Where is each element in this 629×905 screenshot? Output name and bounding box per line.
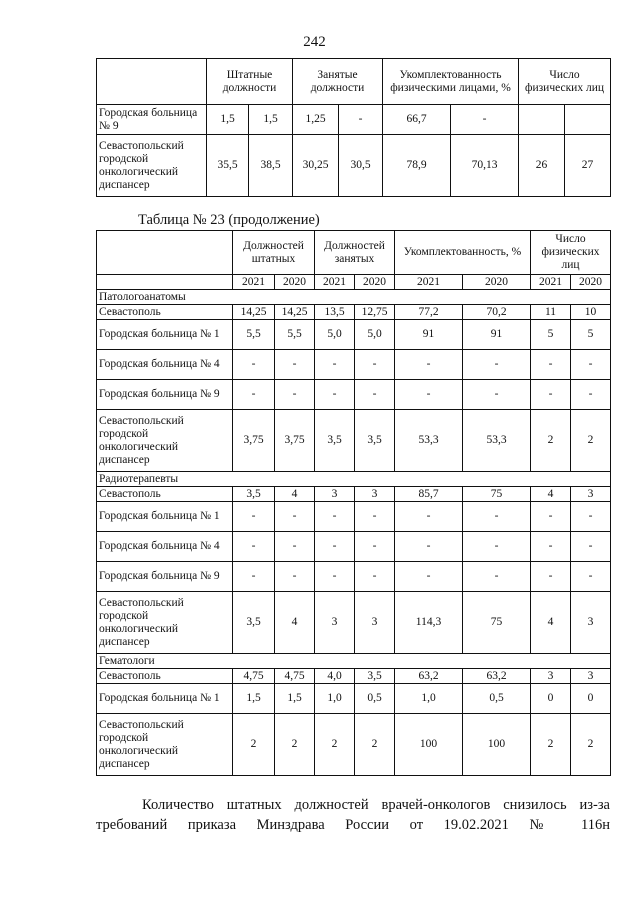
- table-cell: 5,0: [315, 320, 355, 350]
- table-cell: -: [275, 502, 315, 532]
- table-cell: -: [315, 502, 355, 532]
- year-cell: 2021: [315, 275, 355, 290]
- table-cell: 30,25: [293, 135, 339, 197]
- table-cell: 4: [275, 592, 315, 654]
- table-cell: [519, 105, 565, 135]
- table-cell: 66,7: [383, 105, 451, 135]
- section-row: [97, 654, 611, 669]
- header-staffing: Укомплектованность, %: [395, 231, 531, 275]
- table-cell: 1,5: [207, 105, 249, 135]
- table-cell: -: [463, 380, 531, 410]
- table-cell: 14,25: [275, 305, 315, 320]
- table-cell: 3: [531, 669, 571, 684]
- row-label: Севастопольский городской онкологический диспансер: [97, 135, 207, 197]
- table-cell: 91: [395, 320, 463, 350]
- table-cell: 3: [355, 592, 395, 654]
- table-caption: Таблица № 23 (продолжение): [138, 212, 320, 228]
- table-cell: 1,25: [293, 105, 339, 135]
- table-cell: -: [355, 532, 395, 562]
- table-cell: 38,5: [249, 135, 293, 197]
- table-cell: 100: [395, 714, 463, 776]
- table-cell: -: [339, 105, 383, 135]
- header-persons: Число физических лиц: [531, 231, 611, 275]
- table-cell: -: [463, 532, 531, 562]
- row-label: Городская больница № 1: [97, 502, 233, 532]
- table-cell: -: [571, 502, 611, 532]
- table-cell: 35,5: [207, 135, 249, 197]
- table-cell: 3: [571, 592, 611, 654]
- table-cell: 78,9: [383, 135, 451, 197]
- table-cell: 91: [463, 320, 531, 350]
- table-cell: 3: [571, 669, 611, 684]
- section-title: Патологоанатомы: [97, 290, 611, 305]
- table-cell: 2: [355, 714, 395, 776]
- table-cell: -: [233, 380, 275, 410]
- header-empty: [97, 59, 207, 105]
- table-cell: 2: [233, 714, 275, 776]
- table-cell: 3,5: [233, 487, 275, 502]
- table-cell: 2: [315, 714, 355, 776]
- table-cell: 53,3: [395, 410, 463, 472]
- body-paragraph: [96, 795, 610, 835]
- table-cell: 3,5: [315, 410, 355, 472]
- table-cell: 30,5: [339, 135, 383, 197]
- table-cell: 11: [531, 305, 571, 320]
- table-cell: -: [395, 502, 463, 532]
- table-cell: -: [275, 380, 315, 410]
- table-cell: -: [451, 105, 519, 135]
- table-cell: 1,0: [315, 684, 355, 714]
- table-cell: 3,5: [355, 410, 395, 472]
- year-cell: 2020: [571, 275, 611, 290]
- section-row: [97, 290, 611, 305]
- table-cell: 3: [355, 487, 395, 502]
- table-cell: 5: [531, 320, 571, 350]
- year-cell: 2021: [233, 275, 275, 290]
- row-label: Городская больница № 1: [97, 320, 233, 350]
- table-cell: 77,2: [395, 305, 463, 320]
- table-cell: 0: [571, 684, 611, 714]
- table-cell: 3: [315, 592, 355, 654]
- row-label: Севастополь: [97, 305, 233, 320]
- table-cell: 1,0: [395, 684, 463, 714]
- row-label: Городская больница № 9: [97, 562, 233, 592]
- table-row: [97, 562, 611, 592]
- table-cell: 100: [463, 714, 531, 776]
- table-cell: -: [395, 532, 463, 562]
- year-cell: 2021: [531, 275, 571, 290]
- row-label: Городская больница № 4: [97, 532, 233, 562]
- table-cell: -: [571, 380, 611, 410]
- table-row: [97, 320, 611, 350]
- header-occupied: Должностей занятых: [315, 231, 395, 275]
- table-cell: 4,75: [233, 669, 275, 684]
- table-cell: 0: [531, 684, 571, 714]
- row-label: Севастопольский городской онкологический диспансер: [97, 410, 233, 472]
- table-cell: -: [395, 562, 463, 592]
- table-cell: [565, 105, 611, 135]
- table-cell: -: [315, 380, 355, 410]
- table-row: [97, 350, 611, 380]
- header-empty: [97, 231, 233, 275]
- table-row: [97, 305, 611, 320]
- table-cell: -: [355, 562, 395, 592]
- table-cell: -: [275, 562, 315, 592]
- table-cell: 1,5: [233, 684, 275, 714]
- table-cell: 0,5: [355, 684, 395, 714]
- header-persons: Число физических лиц: [519, 59, 611, 105]
- table-cell: -: [233, 350, 275, 380]
- table-cell: 85,7: [395, 487, 463, 502]
- table-cell: 63,2: [463, 669, 531, 684]
- table-cell: 2: [531, 714, 571, 776]
- table-cell: 2: [571, 714, 611, 776]
- table-cell: 13,5: [315, 305, 355, 320]
- section-title: Радиотерапевты: [97, 472, 611, 487]
- table-cell: 75: [463, 592, 531, 654]
- table-cell: -: [275, 532, 315, 562]
- table-cell: 1,5: [249, 105, 293, 135]
- table-row: [97, 105, 611, 135]
- table-cell: -: [315, 350, 355, 380]
- table-row: [97, 714, 611, 776]
- table-cell: -: [355, 380, 395, 410]
- row-label: Городская больница № 1: [97, 684, 233, 714]
- table-cell: 75: [463, 487, 531, 502]
- table-row: [97, 135, 611, 197]
- table-cell: 4,75: [275, 669, 315, 684]
- page-number: 242: [303, 34, 326, 50]
- year-cell: 2020: [275, 275, 315, 290]
- table-cell: -: [355, 350, 395, 380]
- row-label: Городская больница № 4: [97, 350, 233, 380]
- table-cell: -: [315, 532, 355, 562]
- table-cell: 5,5: [275, 320, 315, 350]
- table-cell: 4: [531, 487, 571, 502]
- row-label: Севастопольский городской онкологический диспансер: [97, 592, 233, 654]
- table-row: [97, 592, 611, 654]
- table-cell: -: [355, 502, 395, 532]
- table-row: [97, 410, 611, 472]
- table-cell: 70,13: [451, 135, 519, 197]
- table-cell: 3,75: [275, 410, 315, 472]
- table-cell: -: [275, 350, 315, 380]
- table-cell: -: [531, 562, 571, 592]
- row-label: Городская больница № 9: [97, 105, 207, 135]
- table-row: [97, 532, 611, 562]
- section-title: Гематологи: [97, 654, 611, 669]
- table-cell: -: [531, 532, 571, 562]
- table-cell: 4: [531, 592, 571, 654]
- table-cell: 63,2: [395, 669, 463, 684]
- table-cell: -: [531, 380, 571, 410]
- table-23: [96, 230, 611, 776]
- table-cell: 2: [275, 714, 315, 776]
- row-label: Севастополь: [97, 669, 233, 684]
- table-row: [97, 684, 611, 714]
- table-row: [97, 502, 611, 532]
- table-cell: -: [463, 502, 531, 532]
- table-cell: 3,5: [233, 592, 275, 654]
- table-cell: 5: [571, 320, 611, 350]
- table-cell: 5,5: [233, 320, 275, 350]
- table-cell: -: [395, 380, 463, 410]
- years-empty: [97, 275, 233, 290]
- table-cell: -: [571, 350, 611, 380]
- table-cell: 4: [275, 487, 315, 502]
- table-cell: 4,0: [315, 669, 355, 684]
- table-cell: 2: [531, 410, 571, 472]
- table-cell: 27: [565, 135, 611, 197]
- year-cell: 2021: [395, 275, 463, 290]
- header-staff: Должностей штатных: [233, 231, 315, 275]
- table-cell: -: [531, 350, 571, 380]
- table-cell: -: [233, 532, 275, 562]
- row-label: Севастополь: [97, 487, 233, 502]
- table-cell: 5,0: [355, 320, 395, 350]
- table-cell: 26: [519, 135, 565, 197]
- table-cell: 114,3: [395, 592, 463, 654]
- table-continuation-top: [96, 58, 611, 197]
- years-row: [97, 275, 611, 290]
- year-cell: 2020: [463, 275, 531, 290]
- table-cell: -: [463, 562, 531, 592]
- table-cell: -: [315, 562, 355, 592]
- table-cell: 3: [571, 487, 611, 502]
- header-staff: Штатные должности: [207, 59, 293, 105]
- table-row: [97, 487, 611, 502]
- table-cell: 3,5: [355, 669, 395, 684]
- row-label: Городская больница № 9: [97, 380, 233, 410]
- table-cell: 1,5: [275, 684, 315, 714]
- table-cell: 53,3: [463, 410, 531, 472]
- table-cell: 70,2: [463, 305, 531, 320]
- table-row: [97, 669, 611, 684]
- table-row: [97, 380, 611, 410]
- table-cell: 3: [315, 487, 355, 502]
- section-row: [97, 472, 611, 487]
- year-cell: 2020: [355, 275, 395, 290]
- table-cell: -: [531, 502, 571, 532]
- table-cell: 2: [571, 410, 611, 472]
- table-cell: 14,25: [233, 305, 275, 320]
- table-cell: -: [233, 502, 275, 532]
- table-cell: -: [571, 532, 611, 562]
- paragraph-line-1: Количество штатных должностей врачей-онкологов снизилось из-за: [142, 797, 610, 813]
- table-cell: -: [463, 350, 531, 380]
- table-cell: 3,75: [233, 410, 275, 472]
- table-cell: -: [233, 562, 275, 592]
- header-occupied: Занятые должности: [293, 59, 383, 105]
- table-cell: 0,5: [463, 684, 531, 714]
- paragraph-line-2: требований приказа Минздрава России от 19.02.2021 № 116н: [96, 817, 610, 833]
- header-staffing: Укомплектованность физическими лицами, %: [383, 59, 519, 105]
- table-cell: -: [571, 562, 611, 592]
- row-label: Севастопольский городской онкологический диспансер: [97, 714, 233, 776]
- table-cell: 10: [571, 305, 611, 320]
- table-cell: -: [395, 350, 463, 380]
- table-cell: 12,75: [355, 305, 395, 320]
